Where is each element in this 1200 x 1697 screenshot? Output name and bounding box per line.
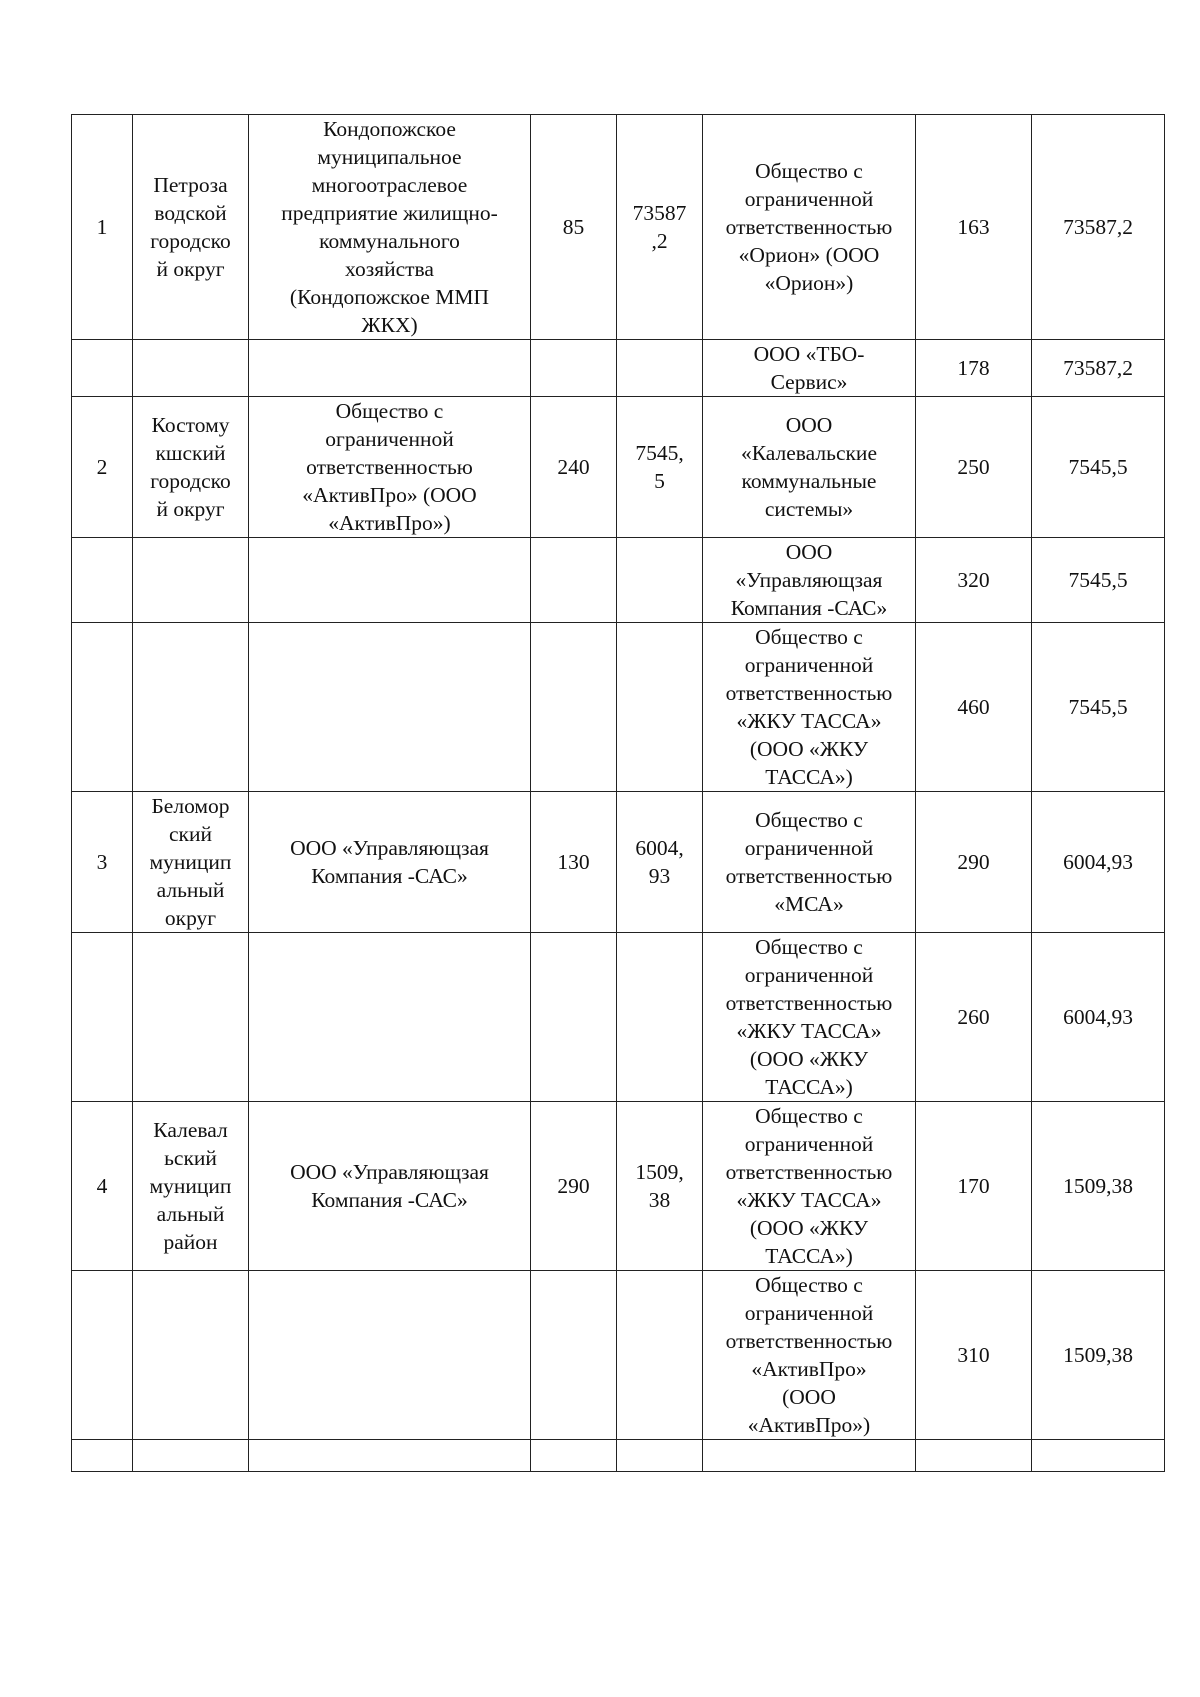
- district-name: Костому кшский городско й округ: [150, 413, 231, 521]
- operator-name: Кондопожское муниципальное многоотраслевое предприятие жилищно- коммунального хозяйства (Кондопожское ММП ЖКХ): [281, 117, 498, 337]
- operator-name: ООО «Управляющзая Компания -САС»: [290, 1160, 489, 1212]
- company-name: ООО «Калевальские коммунальные системы»: [741, 413, 877, 521]
- company-name: Общество с ограниченной ответственностью «МСА»: [725, 808, 893, 916]
- table-row: [72, 340, 1165, 397]
- row-number: 1: [96, 215, 108, 239]
- table-row: [72, 1271, 1165, 1440]
- table-row: [72, 1102, 1165, 1271]
- company-cell: [703, 538, 916, 623]
- value2-cell: [916, 1102, 1032, 1271]
- amount1: 1509, 38: [635, 1160, 684, 1212]
- district-name: Петроза водской городско й округ: [150, 173, 231, 281]
- table-row: [72, 115, 1165, 340]
- district-cell: [133, 933, 249, 1102]
- row-number-cell: [72, 1102, 133, 1271]
- operator-cell: [249, 933, 531, 1102]
- value2-cell: [916, 340, 1032, 397]
- value2-cell: [916, 792, 1032, 933]
- amount1-cell: [617, 792, 703, 933]
- row-number-cell: [72, 623, 133, 792]
- operator-name: ООО «Управляющзая Компания -САС»: [290, 836, 489, 888]
- value2-cell: [916, 1440, 1032, 1472]
- operator-cell: [249, 1271, 531, 1440]
- amount2-cell: [1032, 538, 1165, 623]
- amount1: 7545, 5: [635, 441, 684, 493]
- company-cell: [703, 340, 916, 397]
- amount2-cell: [1032, 397, 1165, 538]
- company-cell: [703, 115, 916, 340]
- district-cell: [133, 397, 249, 538]
- amount2: 6004,93: [1063, 850, 1133, 874]
- value1: 85: [562, 215, 585, 239]
- data-table: [71, 114, 1165, 1472]
- value1-cell: [531, 340, 617, 397]
- value2: 290: [957, 850, 990, 874]
- operator-cell: [249, 538, 531, 623]
- district-cell: [133, 1102, 249, 1271]
- row-number: 3: [96, 850, 108, 874]
- value2: 460: [957, 695, 990, 719]
- amount1-cell: [617, 115, 703, 340]
- amount1: 6004, 93: [635, 836, 684, 888]
- value1-cell: [531, 933, 617, 1102]
- amount2-cell: [1032, 623, 1165, 792]
- operator-cell: [249, 340, 531, 397]
- amount2: 73587,2: [1063, 215, 1133, 239]
- amount1-cell: [617, 1271, 703, 1440]
- amount2-cell: [1032, 1271, 1165, 1440]
- table-row: [72, 1440, 1165, 1472]
- company-name: ООО «Управляющзая Компания -САС»: [730, 540, 888, 620]
- table-row: [72, 792, 1165, 933]
- operator-cell: [249, 623, 531, 792]
- amount2-cell: [1032, 933, 1165, 1102]
- amount2-cell: [1032, 340, 1165, 397]
- company-name: Общество с ограниченной ответственностью «ЖКУ ТАССА» (ООО «ЖКУ ТАССА»): [725, 935, 893, 1099]
- value1-cell: [531, 115, 617, 340]
- amount2: 6004,93: [1063, 1005, 1133, 1029]
- company-name: Общество с ограниченной ответственностью «ЖКУ ТАССА» (ООО «ЖКУ ТАССА»): [725, 625, 893, 789]
- district-cell: [133, 1440, 249, 1472]
- district-cell: [133, 623, 249, 792]
- company-cell: [703, 933, 916, 1102]
- table-row: [72, 933, 1165, 1102]
- value2-cell: [916, 623, 1032, 792]
- table-row: [72, 397, 1165, 538]
- district-cell: [133, 538, 249, 623]
- district-name: Калевал ьский муницип альный район: [149, 1118, 232, 1254]
- operator-cell: [249, 397, 531, 538]
- company-name: ООО «ТБО- Сервис»: [753, 342, 865, 394]
- value1: 290: [557, 1174, 590, 1198]
- value2-cell: [916, 115, 1032, 340]
- amount1-cell: [617, 933, 703, 1102]
- company-cell: [703, 1440, 916, 1472]
- company-name: Общество с ограниченной ответственностью «Орион» (ООО «Орион»): [725, 159, 893, 295]
- company-cell: [703, 1271, 916, 1440]
- value2: 320: [957, 568, 990, 592]
- value2: 260: [957, 1005, 990, 1029]
- amount2: 7545,5: [1068, 568, 1128, 592]
- operator-cell: [249, 1102, 531, 1271]
- amount1-cell: [617, 397, 703, 538]
- amount2: 7545,5: [1068, 455, 1128, 479]
- value1-cell: [531, 792, 617, 933]
- value1-cell: [531, 1271, 617, 1440]
- value2: 178: [957, 356, 990, 380]
- district-cell: [133, 1271, 249, 1440]
- amount1-cell: [617, 538, 703, 623]
- company-cell: [703, 792, 916, 933]
- table-row: [72, 538, 1165, 623]
- amount2-cell: [1032, 115, 1165, 340]
- value2: 310: [957, 1343, 990, 1367]
- value1-cell: [531, 1440, 617, 1472]
- amount2-cell: [1032, 1440, 1165, 1472]
- operator-name: Общество с ограниченной ответственностью «АктивПро» (ООО «АктивПро»): [302, 399, 477, 535]
- row-number-cell: [72, 1440, 133, 1472]
- amount2-cell: [1032, 792, 1165, 933]
- amount2: 1509,38: [1063, 1343, 1133, 1367]
- row-number-cell: [72, 1271, 133, 1440]
- operator-cell: [249, 792, 531, 933]
- row-number-cell: [72, 115, 133, 340]
- value1-cell: [531, 1102, 617, 1271]
- company-name: Общество с ограниченной ответственностью «ЖКУ ТАССА» (ООО «ЖКУ ТАССА»): [725, 1104, 893, 1268]
- row-number-cell: [72, 933, 133, 1102]
- value1-cell: [531, 538, 617, 623]
- amount1-cell: [617, 1440, 703, 1472]
- row-number: 4: [96, 1174, 108, 1198]
- company-cell: [703, 397, 916, 538]
- table-body: [72, 115, 1165, 1472]
- amount2: 7545,5: [1068, 695, 1128, 719]
- value1: 240: [557, 455, 590, 479]
- value2: 163: [957, 215, 990, 239]
- row-number: 2: [96, 455, 108, 479]
- value2-cell: [916, 933, 1032, 1102]
- company-cell: [703, 1102, 916, 1271]
- amount1-cell: [617, 1102, 703, 1271]
- value2: 250: [957, 455, 990, 479]
- operator-cell: [249, 1440, 531, 1472]
- value2-cell: [916, 538, 1032, 623]
- value2: 170: [957, 1174, 990, 1198]
- amount1: 73587 ,2: [632, 201, 687, 253]
- amount2: 1509,38: [1063, 1174, 1133, 1198]
- company-cell: [703, 623, 916, 792]
- amount2-cell: [1032, 1102, 1165, 1271]
- company-name: Общество с ограниченной ответственностью «АктивПро» (ООО «АктивПро»): [725, 1273, 893, 1437]
- value1-cell: [531, 397, 617, 538]
- row-number-cell: [72, 792, 133, 933]
- value2-cell: [916, 397, 1032, 538]
- row-number-cell: [72, 397, 133, 538]
- row-number-cell: [72, 340, 133, 397]
- district-cell: [133, 115, 249, 340]
- value2-cell: [916, 1271, 1032, 1440]
- district-name: Беломор ский муницип альный округ: [149, 794, 232, 930]
- value1: 130: [557, 850, 590, 874]
- row-number-cell: [72, 538, 133, 623]
- amount1-cell: [617, 340, 703, 397]
- district-cell: [133, 792, 249, 933]
- operator-cell: [249, 115, 531, 340]
- value1-cell: [531, 623, 617, 792]
- amount2: 73587,2: [1063, 356, 1133, 380]
- table-row: [72, 623, 1165, 792]
- amount1-cell: [617, 623, 703, 792]
- district-cell: [133, 340, 249, 397]
